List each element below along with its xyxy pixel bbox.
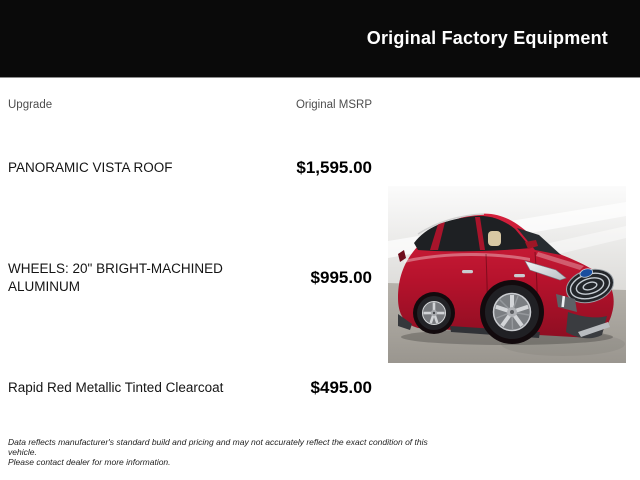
- table-column-headers: [8, 96, 372, 114]
- disclaimer-line: Please contact dealer for more information.: [8, 457, 171, 468]
- car-seat: [488, 231, 501, 246]
- car-rear-wheel: [413, 292, 455, 334]
- page-title: Original Factory Equipment: [366, 28, 608, 48]
- vehicle-photo: [388, 186, 626, 363]
- column-header-upgrade: Upgrade: [8, 99, 53, 111]
- header-bar: [0, 0, 640, 78]
- upgrade-label: WHEELS: 20" BRIGHT-MACHINED ALUMINUM: [8, 260, 223, 294]
- car-door-handle: [462, 270, 473, 273]
- disclaimer: [8, 437, 438, 468]
- table-row: [8, 372, 372, 404]
- car-door-handle: [514, 274, 525, 277]
- upgrade-label: PANORAMIC VISTA ROOF: [8, 159, 173, 175]
- upgrade-label: Rapid Red Metallic Tinted Clearcoat: [8, 379, 224, 395]
- table-row: [8, 152, 372, 184]
- column-header-msrp: Original MSRP: [295, 99, 372, 111]
- table-row: [8, 256, 372, 300]
- disclaimer-line: Data reflects manufacturer's standard build and pricing and may not accurately reflect the exact condition of this vehicle.: [8, 437, 428, 458]
- vehicle-photo-illustration: [388, 186, 626, 363]
- msrp-value: $495.00: [310, 378, 372, 397]
- msrp-value: $995.00: [310, 268, 372, 287]
- car-front-wheel: [480, 280, 544, 344]
- msrp-value: $1,595.00: [296, 158, 372, 177]
